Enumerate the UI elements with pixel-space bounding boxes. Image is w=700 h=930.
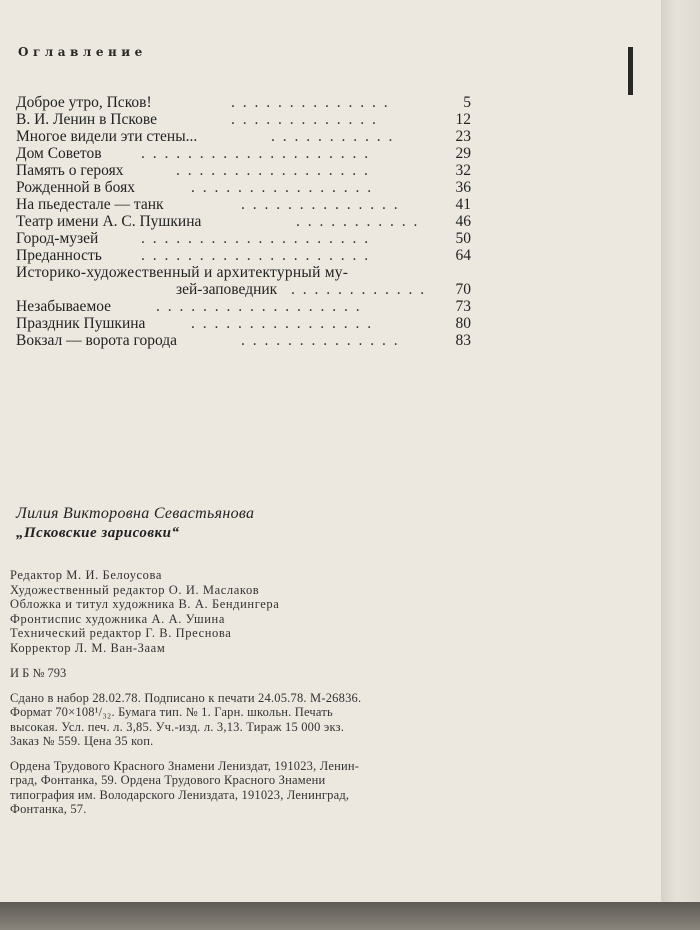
toc-entry: Память о героях . . . . . . . . . . . . . . . . . 32 <box>16 162 471 179</box>
publisher-line: Фонтанка, 57. <box>10 802 87 816</box>
credit-line: Редактор М. И. Белоусова <box>10 568 163 582</box>
publisher-line: град, Фонтанка, 59. Ордена Трудового Красного Знамени <box>10 773 326 787</box>
toc-entry: На пьедестале — танк . . . . . . . . . . . . . . 41 <box>16 196 471 213</box>
toc-heading: Оглавление <box>18 45 147 59</box>
print-line: Заказ № 559. Цена 35 коп. <box>10 734 154 748</box>
book-title: „Псковские зарисовки“ <box>16 525 180 541</box>
print-line: Сдано в набор 28.02.78. Подписано к печати 24.05.78. М-26836. <box>10 690 362 705</box>
table-surface <box>0 902 700 930</box>
author-name: Лилия Викторовна Севастьянова <box>16 505 255 522</box>
toc-entry: В. И. Ленин в Пскове . . . . . . . . . . . . . 12 <box>16 111 471 128</box>
print-line: высокая. Усл. печ. л. 3,85. Уч.-изд. л. 3,13. Тираж 15 000 экз. <box>10 719 345 734</box>
credits-block <box>10 568 279 655</box>
publisher-line: типография им. Володарского Лениздата, 191023, Ленинград, <box>10 787 350 802</box>
publisher-line: Ордена Трудового Красного Знамени Лениздат, 191023, Ленин- <box>10 758 360 773</box>
toc-entry: Преданность . . . . . . . . . . . . . . . . . . . . 64 <box>16 247 471 264</box>
ib-number: И Б № 793 <box>10 666 67 680</box>
toc-entry: Незабываемое . . . . . . . . . . . . . . . . . . 73 <box>16 298 471 315</box>
toc-entry: Вокзал — ворота города . . . . . . . . . . . . . . 83 <box>16 332 471 349</box>
toc-entry: Историко-художественный и архитектурный му- <box>16 264 349 281</box>
credit-line: Корректор Л. М. Ван-Заам <box>10 640 166 655</box>
print-line: Формат 70×108¹/₃₂. Бумага тип. № 1. Гарн. школьн. Печать <box>10 705 333 719</box>
imprint-block <box>10 666 361 817</box>
toc-entry: Многое видели эти стены... . . . . . . . . . . . 23 <box>16 128 471 145</box>
credit-line: Художественный редактор О. И. Маслаков <box>10 582 260 597</box>
toc-entry: Доброе утро, Псков! . . . . . . . . . . . . . . 5 <box>16 94 471 111</box>
toc-entry: Рожденной в боях . . . . . . . . . . . . . . . . 36 <box>16 179 471 196</box>
table-of-contents <box>16 94 471 349</box>
toc-entry: Театр имени А. С. Пушкина . . . . . . . . . . . 46 <box>16 213 471 230</box>
toc-entry: Праздник Пушкина . . . . . . . . . . . . . . . . 80 <box>16 315 471 332</box>
credit-line: Обложка и титул художника В. А. Бендингера <box>10 597 280 611</box>
toc-entry: зей-заповедник . . . . . . . . . . . . 70 <box>176 281 471 298</box>
toc-entry: Дом Советов . . . . . . . . . . . . . . . . . . . . 29 <box>16 145 471 162</box>
toc-entry: Город-музей . . . . . . . . . . . . . . . . . . . . 50 <box>16 230 471 247</box>
credit-line: Технический редактор Г. В. Преснова <box>10 626 232 640</box>
next-page-edge <box>661 0 700 902</box>
credit-line: Фронтиспис художника А. А. Ушина <box>10 611 225 626</box>
page-marker <box>628 47 633 95</box>
